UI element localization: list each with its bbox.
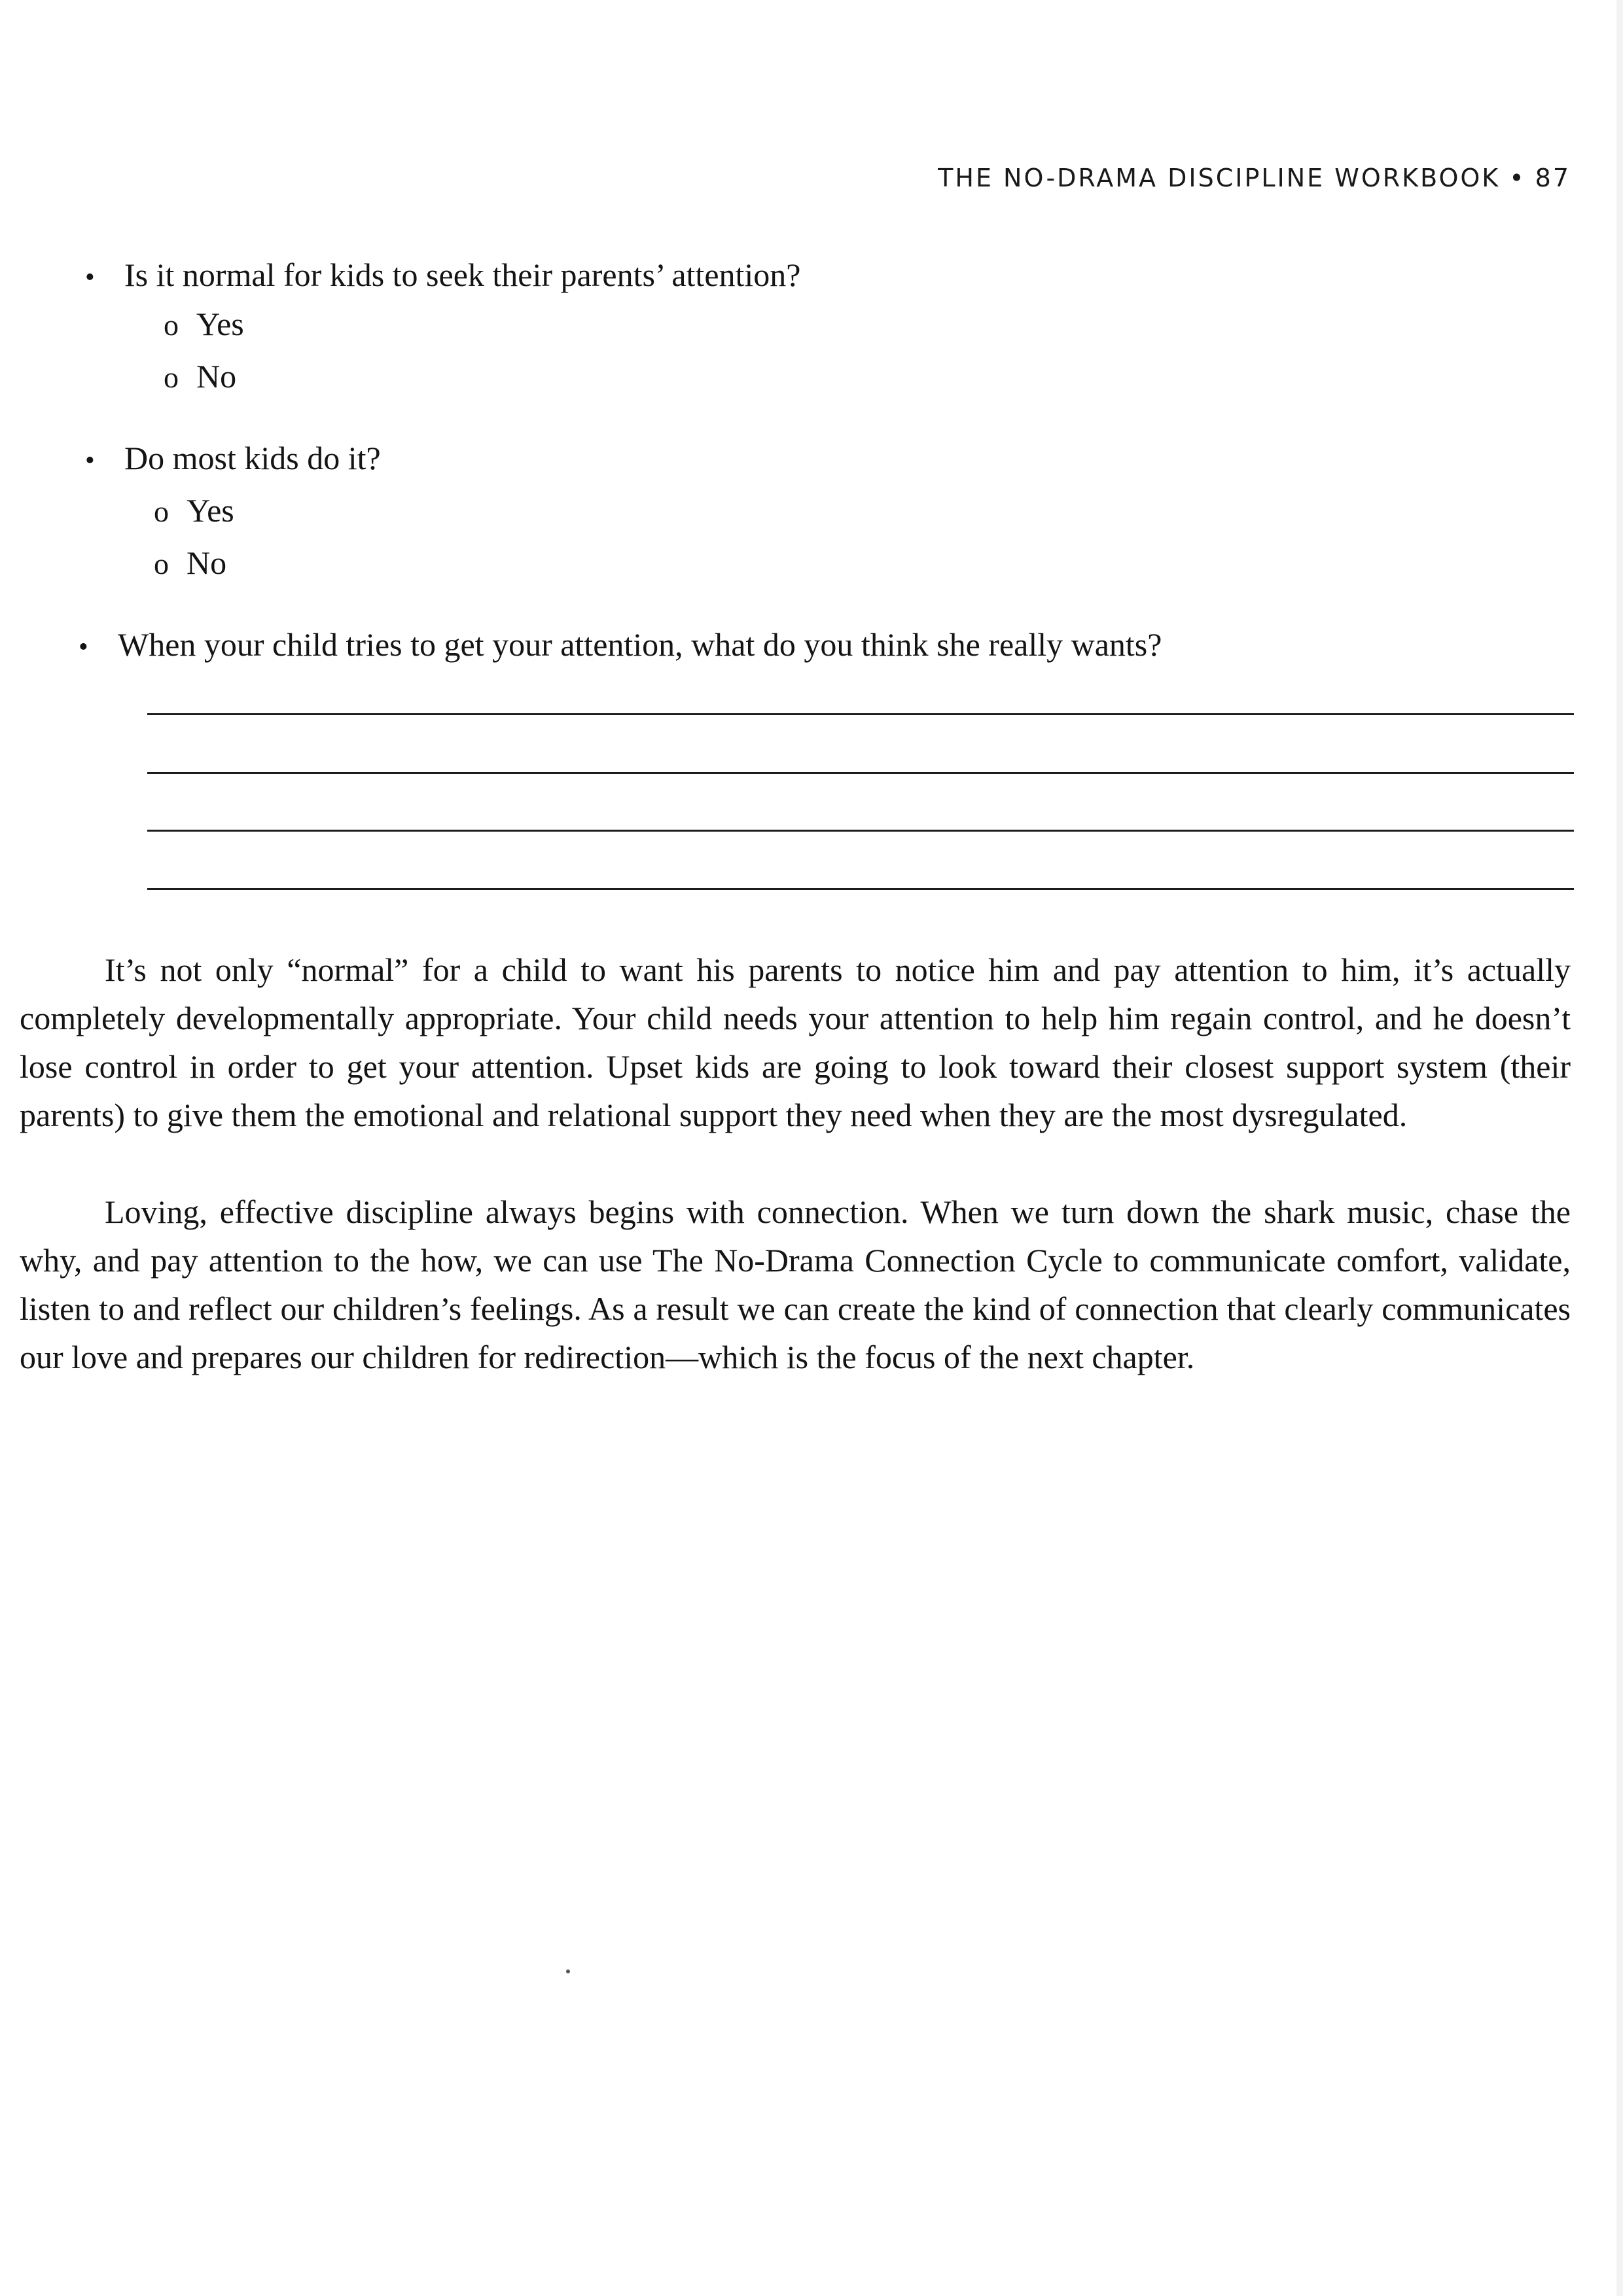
question-1-text: Is it normal for kids to seek their parents’ attention? [124, 256, 801, 293]
answer-line-4[interactable] [147, 888, 1574, 890]
bullet-icon: • [79, 632, 88, 662]
question-2-option-no[interactable] [154, 543, 226, 584]
question-3-text: When your child tries to get your attention, what do you think she really wants? [118, 626, 1162, 663]
checkbox-circle-icon[interactable]: o [164, 361, 179, 394]
question-1-option-no[interactable] [164, 357, 236, 397]
question-2-text: Do most kids do it? [124, 440, 381, 476]
bullet-icon: • [85, 446, 95, 476]
answer-line-2[interactable] [147, 772, 1574, 774]
option-label: No [187, 544, 227, 581]
bullet-icon: • [85, 262, 95, 292]
header-separator: • [1509, 164, 1526, 192]
answer-line-3[interactable] [147, 830, 1574, 832]
option-label: Yes [196, 306, 244, 342]
running-header [938, 164, 1571, 192]
page-number: 87 [1535, 164, 1571, 192]
question-1-option-yes[interactable] [164, 304, 244, 345]
option-label: No [196, 358, 237, 395]
page-edge-shadow [1616, 0, 1623, 2296]
header-title: THE NO-DRAMA DISCIPLINE WORKBOOK [938, 164, 1501, 192]
question-3 [79, 625, 1162, 667]
question-2 [85, 438, 381, 480]
question-2-option-yes[interactable] [154, 491, 234, 531]
checkbox-circle-icon[interactable]: o [154, 547, 169, 580]
checkbox-circle-icon[interactable]: o [154, 495, 169, 528]
body-paragraph-1: It’s not only “normal” for a child to want his parents to notice him and pay attention to him, it’s actually completely developmentally appropriate. Your child needs your attention to help him regain control, and he doesn’t lose control in order to get your attention. Upset kids are going to look toward their closest support system (their parents) to give them the emotional and relational support they need when they are the most dysregulated. [20, 951, 1571, 1133]
question-1 [85, 255, 801, 297]
answer-line-1[interactable] [147, 713, 1574, 715]
body-paragraph-2: Loving, effective discipline always begins with connection. When we turn down the shark music, chase the why, and pay attention to the how, we can use The No-Drama Connection Cycle to communicate comfort, validate, listen to and reflect our children’s feelings. As a result we can create the kind of connection that clearly communicates our love and prepares our children for redirection—which is the focus of the next chapter. [20, 1193, 1571, 1375]
scan-speck [566, 1969, 570, 1973]
option-label: Yes [187, 492, 234, 529]
checkbox-circle-icon[interactable]: o [164, 308, 179, 342]
